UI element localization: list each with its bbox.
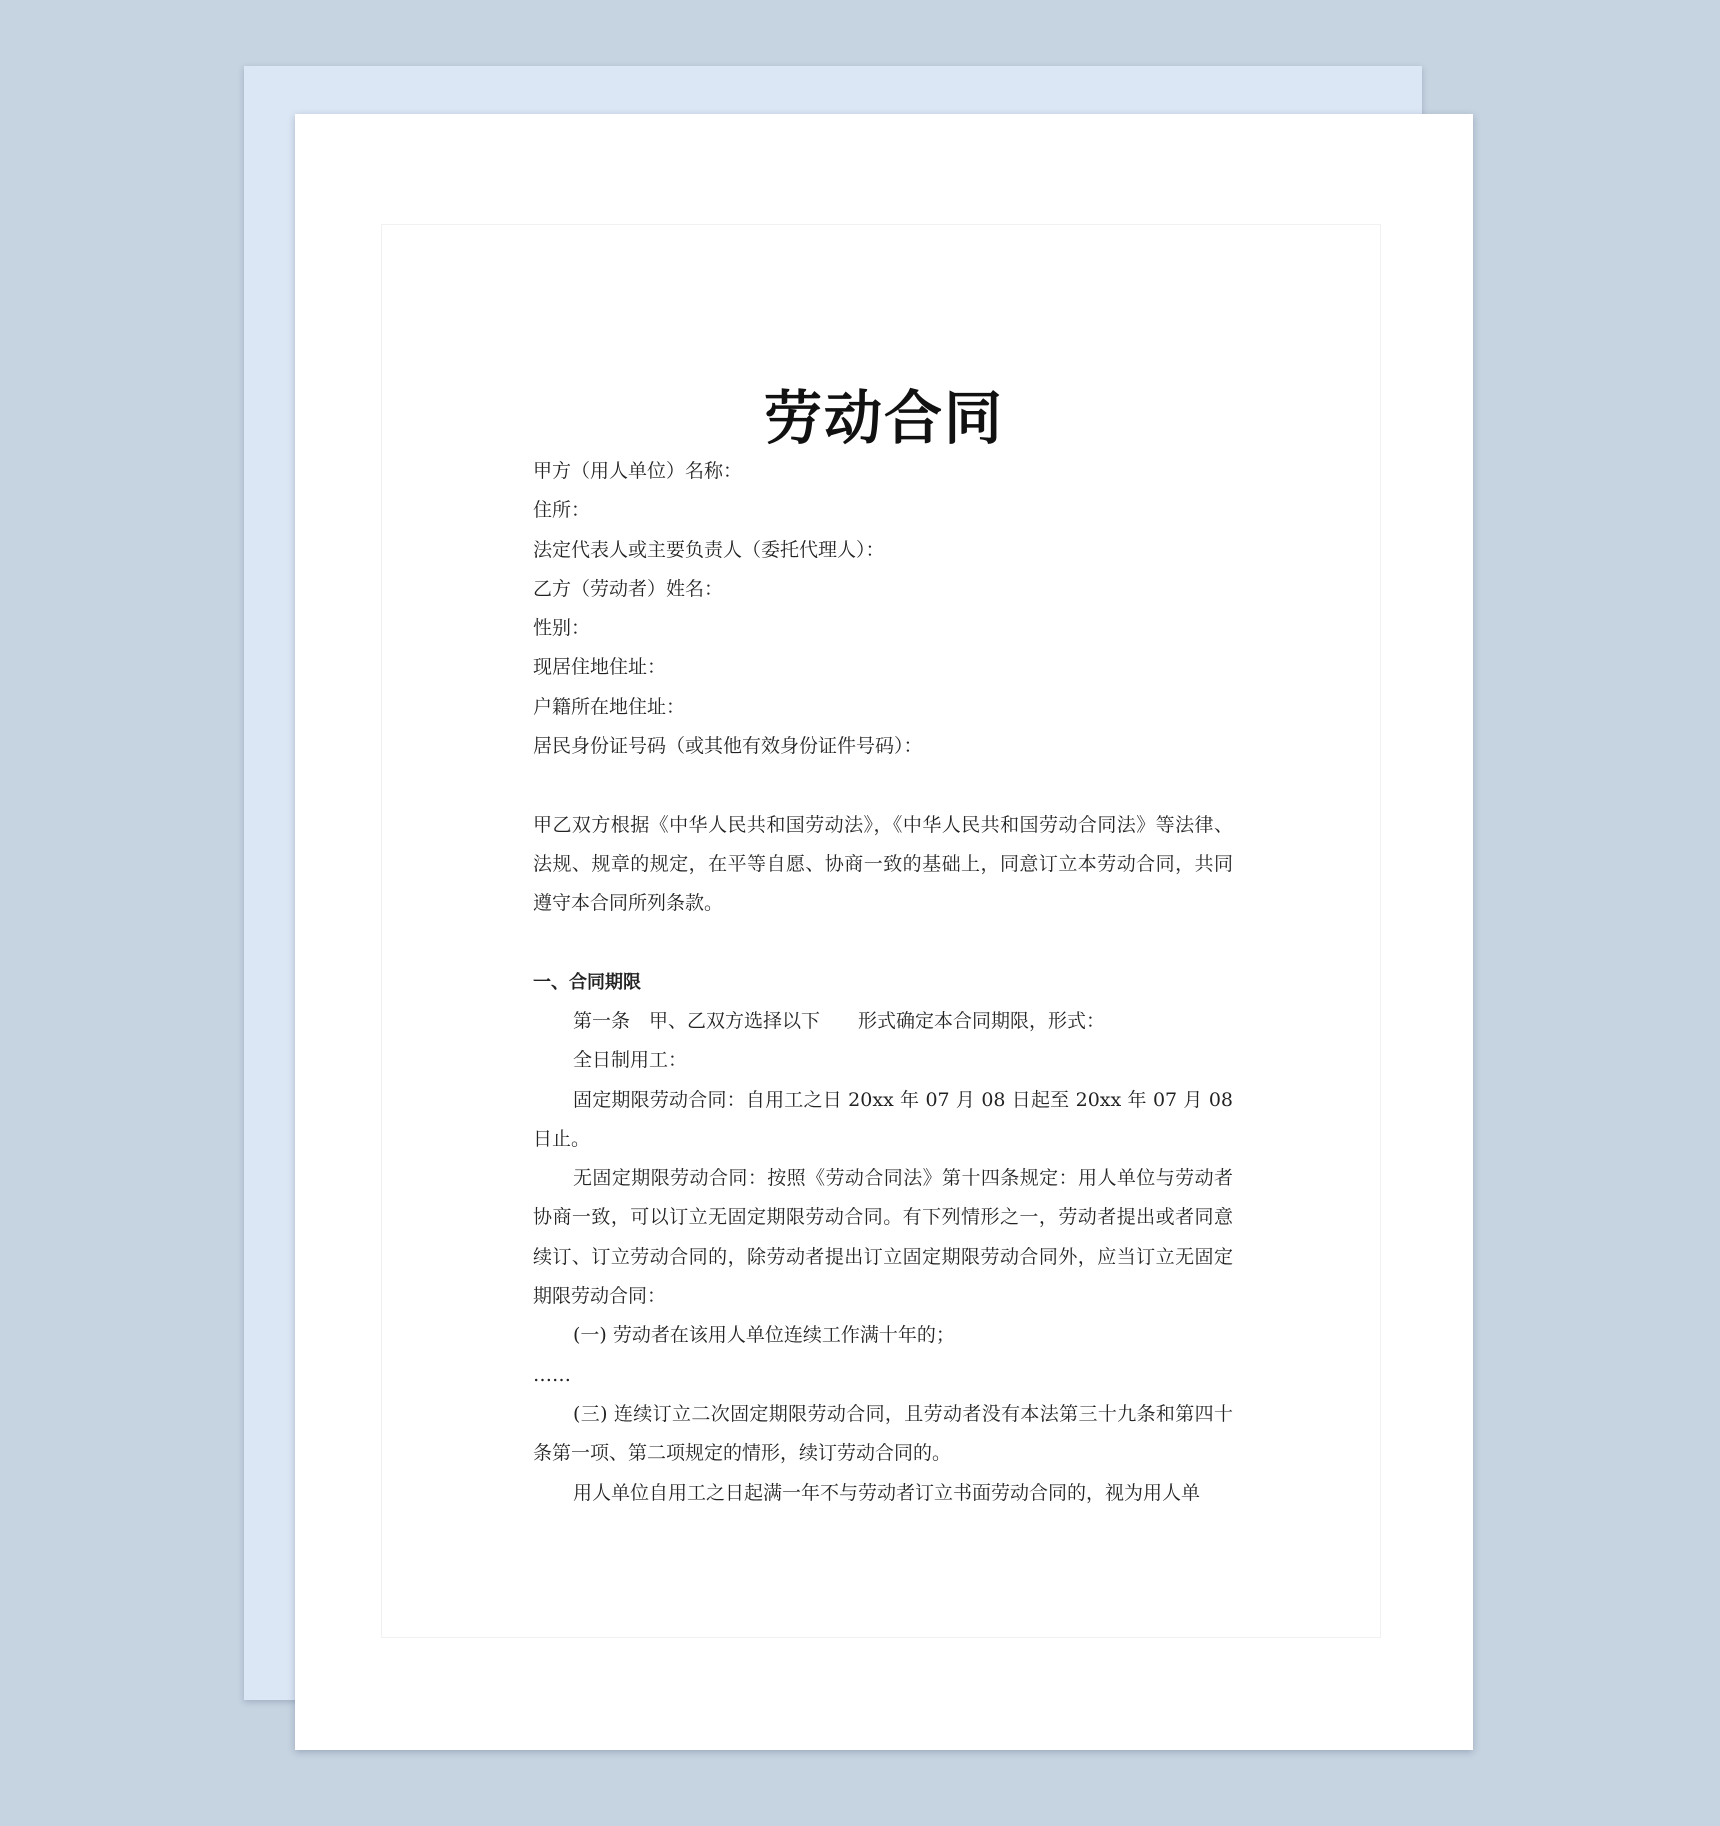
document-title: 劳动合同 bbox=[763, 383, 1004, 452]
omitted-items-ellipsis: …… bbox=[533, 1363, 571, 1386]
open-term-contract: 无固定期限劳动合同：按照《劳动合同法》第十四条规定：用人单位与劳动者协商一致，可以订立无固定期限劳动合同。有下列情形之一，劳动者提出或者同意续订、订立劳动合同的，除劳动者提出订立固定期限劳动合同外，应当订立无固定期限劳动合同： bbox=[533, 1167, 1233, 1308]
section-heading-contract-term: 一、合同期限 bbox=[533, 972, 641, 993]
party-b-name-line: 乙方（劳动者）姓名： bbox=[533, 577, 724, 600]
document-page bbox=[295, 114, 1473, 1750]
full-time-employment: 全日制用工： bbox=[573, 1049, 688, 1072]
party-info-list bbox=[533, 452, 923, 766]
current-address-line: 现居住地住址： bbox=[533, 656, 667, 679]
party-a-address-line: 住所： bbox=[533, 499, 591, 522]
condition-item-three: (三) 连续订立二次固定期限劳动合同，且劳动者没有本法第三十九条和第四十条第一项、第二项规定的情形，续订劳动合同的。 bbox=[533, 1402, 1233, 1465]
fixed-term-contract: 固定期限劳动合同：自用工之日 20xx 年 07 月 08 日起至 20xx 年 07 月 08 日止。 bbox=[533, 1088, 1233, 1150]
clause-one: 第一条 甲、乙双方选择以下 形式确定本合同期限，形式： bbox=[573, 1010, 1106, 1032]
household-address-line: 户籍所在地住址： bbox=[533, 695, 686, 718]
deemed-contract-clause: 用人单位自用工之日起满一年不与劳动者订立书面劳动合同的，视为用人单 bbox=[573, 1481, 1201, 1504]
id-number-line: 居民身份证号码（或其他有效身份证件号码）： bbox=[533, 735, 923, 758]
preamble-paragraph: 甲乙双方根据《中华人民共和国劳动法》，《中华人民共和国劳动合同法》等法律、法规、规章的规定，在平等自愿、协商一致的基础上，同意订立本劳动合同，共同遵守本合同所列条款。 bbox=[533, 814, 1233, 914]
legal-representative-line: 法定代表人或主要负责人（委托代理人）： bbox=[533, 538, 885, 561]
condition-item-one: (一) 劳动者在该用人单位连续工作满十年的； bbox=[573, 1324, 955, 1347]
party-a-name-line: 甲方（用人单位）名称： bbox=[533, 460, 743, 482]
contract-term-clauses bbox=[533, 1002, 1233, 1513]
gender-line: 性别： bbox=[533, 617, 591, 640]
